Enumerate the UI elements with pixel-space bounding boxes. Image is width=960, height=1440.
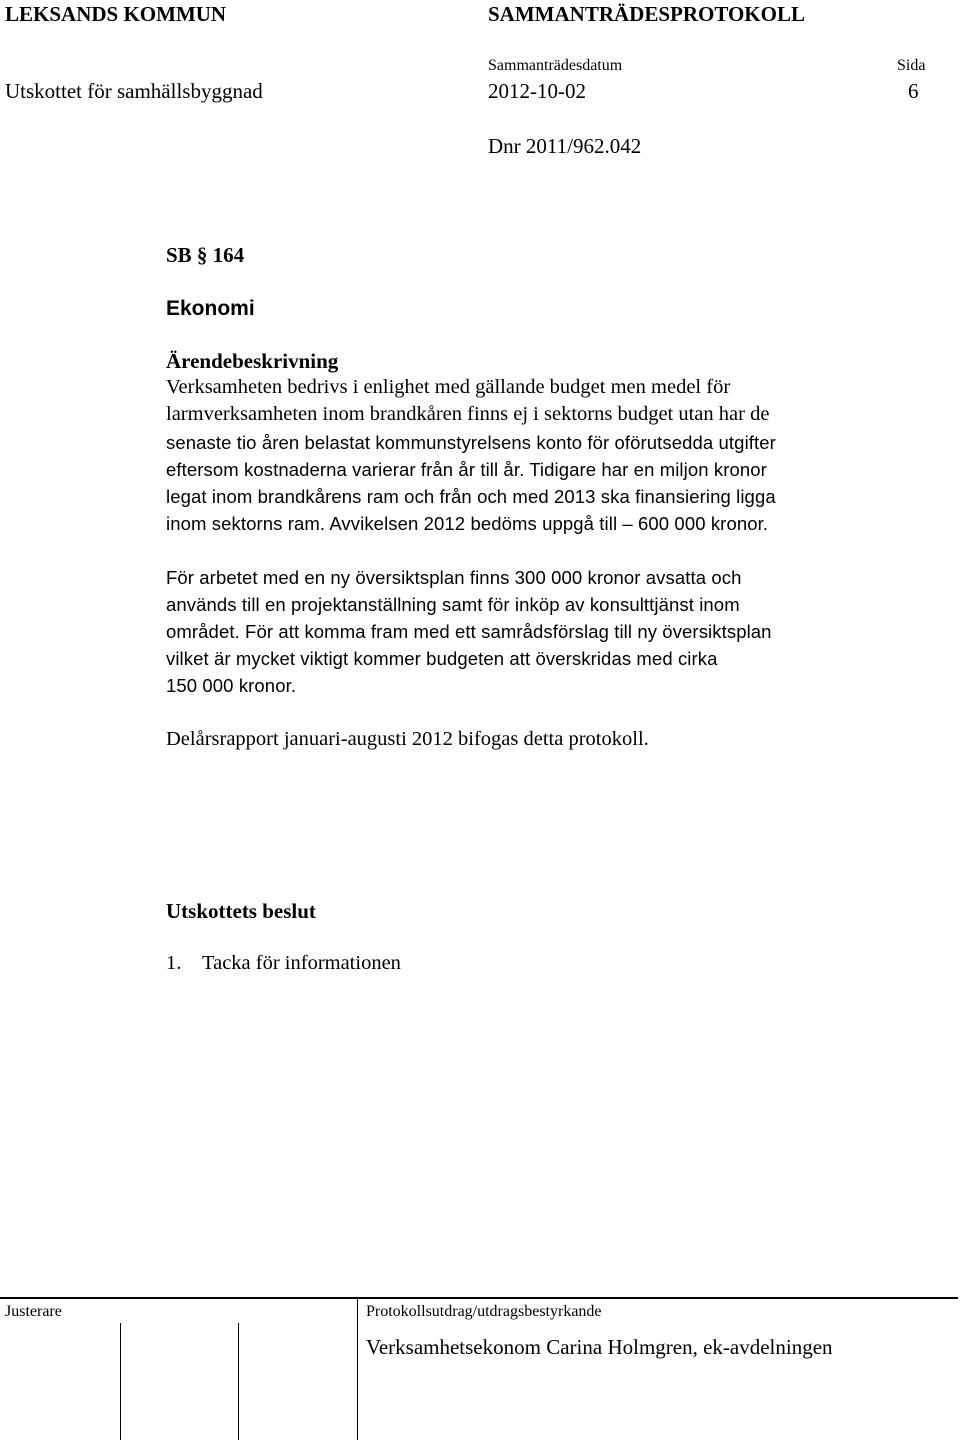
section-title: Ekonomi — [166, 297, 255, 320]
paragraph-line: larmverksamheten inom brandkåren finns ej i sektorns budget utan har de — [166, 403, 770, 425]
decision-item: Tacka för informationen — [202, 952, 401, 974]
paragraph-line: vilket är mycket viktigt kommer budgeten att överskridas med cirka — [166, 648, 718, 669]
page-label: Sida — [897, 57, 926, 74]
municipality-name: LEKSANDS KOMMUN — [5, 2, 227, 26]
footer-divider — [357, 1299, 358, 1440]
paragraph-line: legat inom brandkårens ram och från och med 2013 ska finansiering ligga — [166, 486, 776, 507]
paragraph-line: eftersom kostnaderna varierar från år till år. Tidigare har en miljon kronor — [166, 459, 767, 480]
paragraph-line: Verksamheten bedrivs i enlighet med gällande budget men medel för — [166, 376, 731, 398]
extract-value: Verksamhetsekonom Carina Holmgren, ek-avdelningen — [366, 1335, 833, 1359]
paragraph-line: För arbetet med en ny översiktsplan finns 300 000 kronor avsatta och — [166, 567, 742, 588]
document-type: SAMMANTRÄDESPROTOKOLL — [488, 2, 805, 26]
decision-number: 1. — [166, 952, 182, 974]
paragraph-line: inom sektorns ram. Avvikelsen 2012 bedöms uppgå till – 600 000 kronor. — [166, 513, 769, 534]
paragraph-line: används till en projektanställning samt för inköp av konsulttjänst inom — [166, 594, 740, 615]
signature-box-divider — [120, 1323, 121, 1440]
date-label: Sammanträdesdatum — [488, 57, 623, 74]
paragraph-line: senaste tio åren belastat kommunstyrelsens konto för oförutsedda utgifter — [166, 432, 776, 453]
section-number: SB § 164 — [166, 243, 245, 267]
case-number: Dnr 2011/962.042 — [488, 134, 642, 158]
meeting-date: 2012-10-02 — [488, 79, 586, 103]
paragraph-line: området. För att komma fram med ett samrådsförslag till ny översiktsplan — [166, 621, 772, 642]
case-heading: Ärendebeskrivning — [166, 349, 339, 373]
extract-label: Protokollsutdrag/utdragsbestyrkande — [366, 1303, 602, 1320]
paragraph-line: Delårsrapport januari-augusti 2012 bifogas detta protokoll. — [166, 728, 649, 750]
justerare-label: Justerare — [5, 1303, 62, 1320]
signature-box-divider — [238, 1323, 239, 1440]
paragraph-line: 150 000 kronor. — [166, 675, 297, 696]
page-number: 6 — [908, 79, 919, 103]
decision-heading: Utskottets beslut — [166, 899, 316, 923]
committee-name: Utskottet för samhällsbyggnad — [5, 79, 263, 103]
footer-rule — [0, 1297, 958, 1299]
